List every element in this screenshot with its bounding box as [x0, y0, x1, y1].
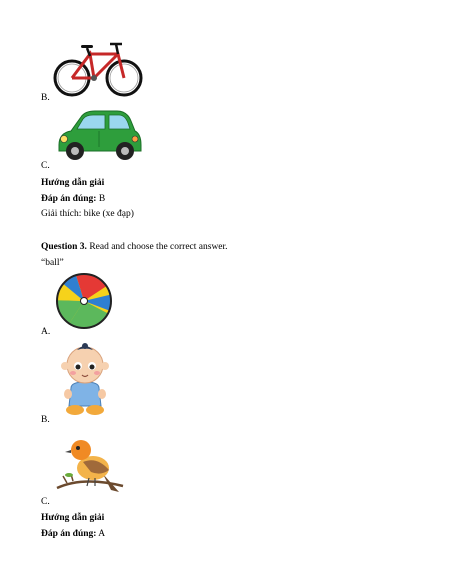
question3-prompt: Read and choose the correct answer. [86, 242, 228, 252]
guide2-answer-value: A [96, 529, 106, 539]
guide2-answer [41, 528, 105, 540]
guide1-explanation: Giải thích: bike (xe đạp) [41, 209, 134, 219]
bicycle-picture [52, 40, 144, 98]
ball-picture [55, 272, 113, 330]
option-b-label: B. [41, 93, 50, 103]
guide2-heading: Hướng dẫn giải [41, 513, 105, 523]
guide1-answer-label: Đáp án đúng: [41, 194, 97, 204]
guide1-heading: Hướng dẫn giải [41, 178, 105, 188]
guide1-answer [41, 193, 105, 205]
question3-line [41, 241, 228, 253]
q3-option-a-label: A. [41, 327, 51, 337]
guide1-answer-value: B [96, 194, 106, 204]
baby-picture [55, 342, 115, 416]
car-picture [55, 107, 143, 165]
question3-number: Question 3. [41, 242, 87, 252]
bird-picture [53, 430, 125, 498]
question3-word: “ball” [41, 258, 64, 268]
q3-option-c-label: C. [41, 497, 50, 507]
option-c-label: C. [41, 161, 50, 171]
q3-option-b-label: B. [41, 415, 50, 425]
guide2-answer-label: Đáp án đúng: [41, 529, 97, 539]
